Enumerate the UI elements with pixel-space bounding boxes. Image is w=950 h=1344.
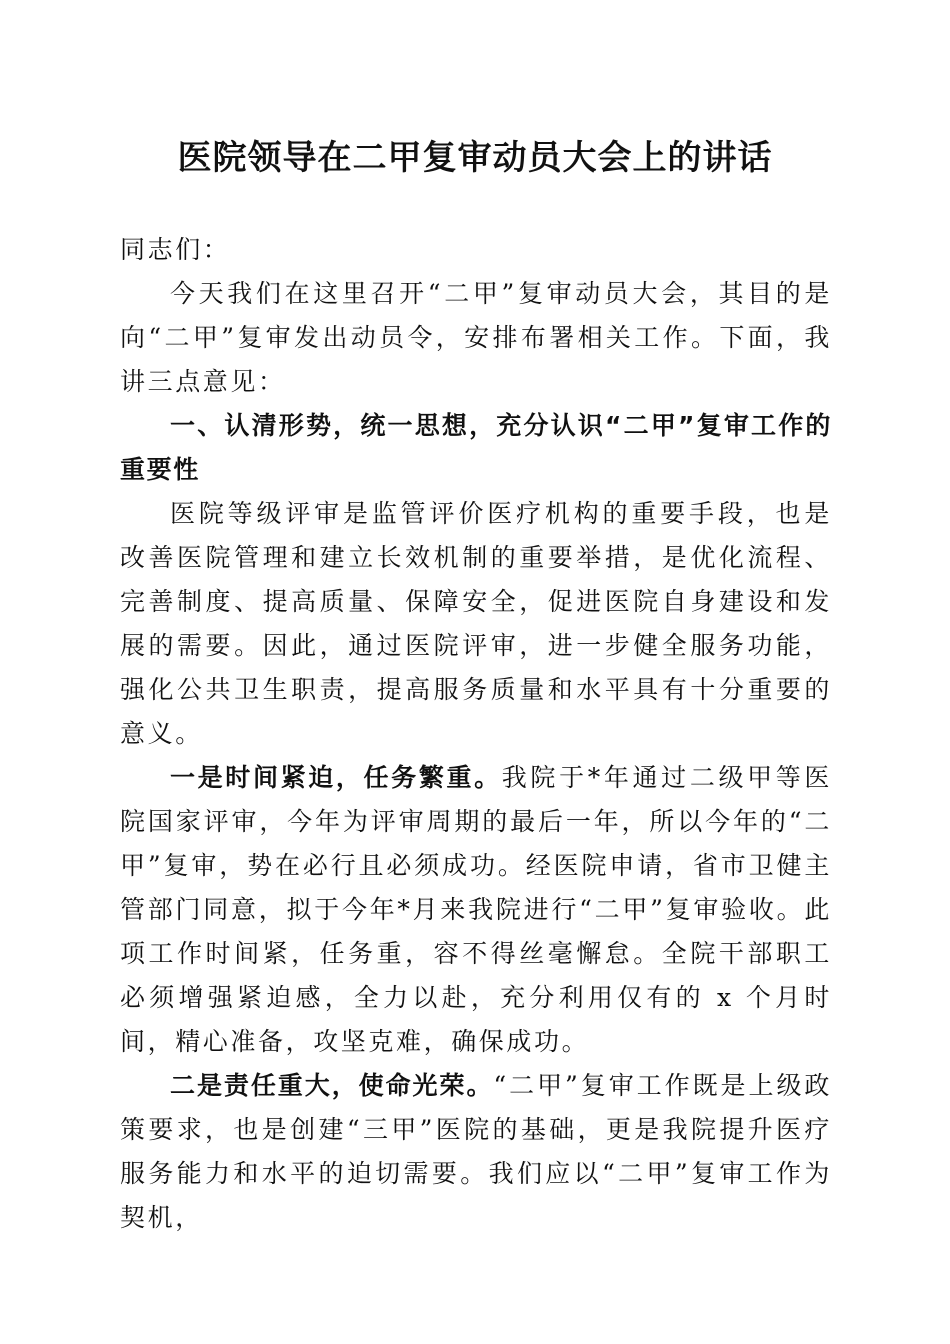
point-2-lead: 二是责任重大，使命光荣。 xyxy=(170,1071,494,1100)
point-1-lead: 一是时间紧迫，任务繁重。 xyxy=(170,763,502,792)
section-1-heading: 一、认清形势，统一思想，充分认识“二甲”复审工作的重要性 xyxy=(120,411,832,484)
point-2-paragraph xyxy=(120,1064,832,1240)
point-1-text: 我院于*年通过二级甲等医院国家评审，今年为评审周期的最后一年，所以今年的“二甲”复审，势在必行且必须成功。经医院申请，省市卫健主管部门同意，拟于今年*月来我院进行“二甲”复审验收。此项工作时间紧，任务重，容不得丝毫懈怠。全院干部职工必须增强紧迫感，全力以赴，充分利用仅有的 x 个月时间，精心准备，攻坚克难，确保成功。 xyxy=(120,763,833,1056)
salutation: 同志们： xyxy=(120,235,231,264)
document-title: 医院领导在二甲复审动员大会上的讲话 xyxy=(177,138,773,178)
document-body xyxy=(120,228,832,1240)
point-1-paragraph xyxy=(120,756,832,1064)
intro-paragraph: 今天我们在这里召开“二甲”复审动员大会，其目的是向“二甲”复审发出动员令，安排布署相关工作。下面，我讲三点意见： xyxy=(120,279,832,396)
section-1-paragraph: 医院等级评审是监管评价医疗机构的重要手段，也是改善医院管理和建立长效机制的重要举措，是优化流程、完善制度、提高质量、保障安全，促进医院自身建设和发展的需要。因此，通过医院评审，进一步健全服务功能，强化公共卫生职责，提高服务质量和水平具有十分重要的意义。 xyxy=(120,499,832,748)
point-2-text: “二甲”复审工作既是上级政策要求，也是创建“三甲”医院的基础，更是我院提升医疗服务能力和水平的迫切需要。我们应以“二甲”复审工作为契机， xyxy=(120,1071,832,1232)
